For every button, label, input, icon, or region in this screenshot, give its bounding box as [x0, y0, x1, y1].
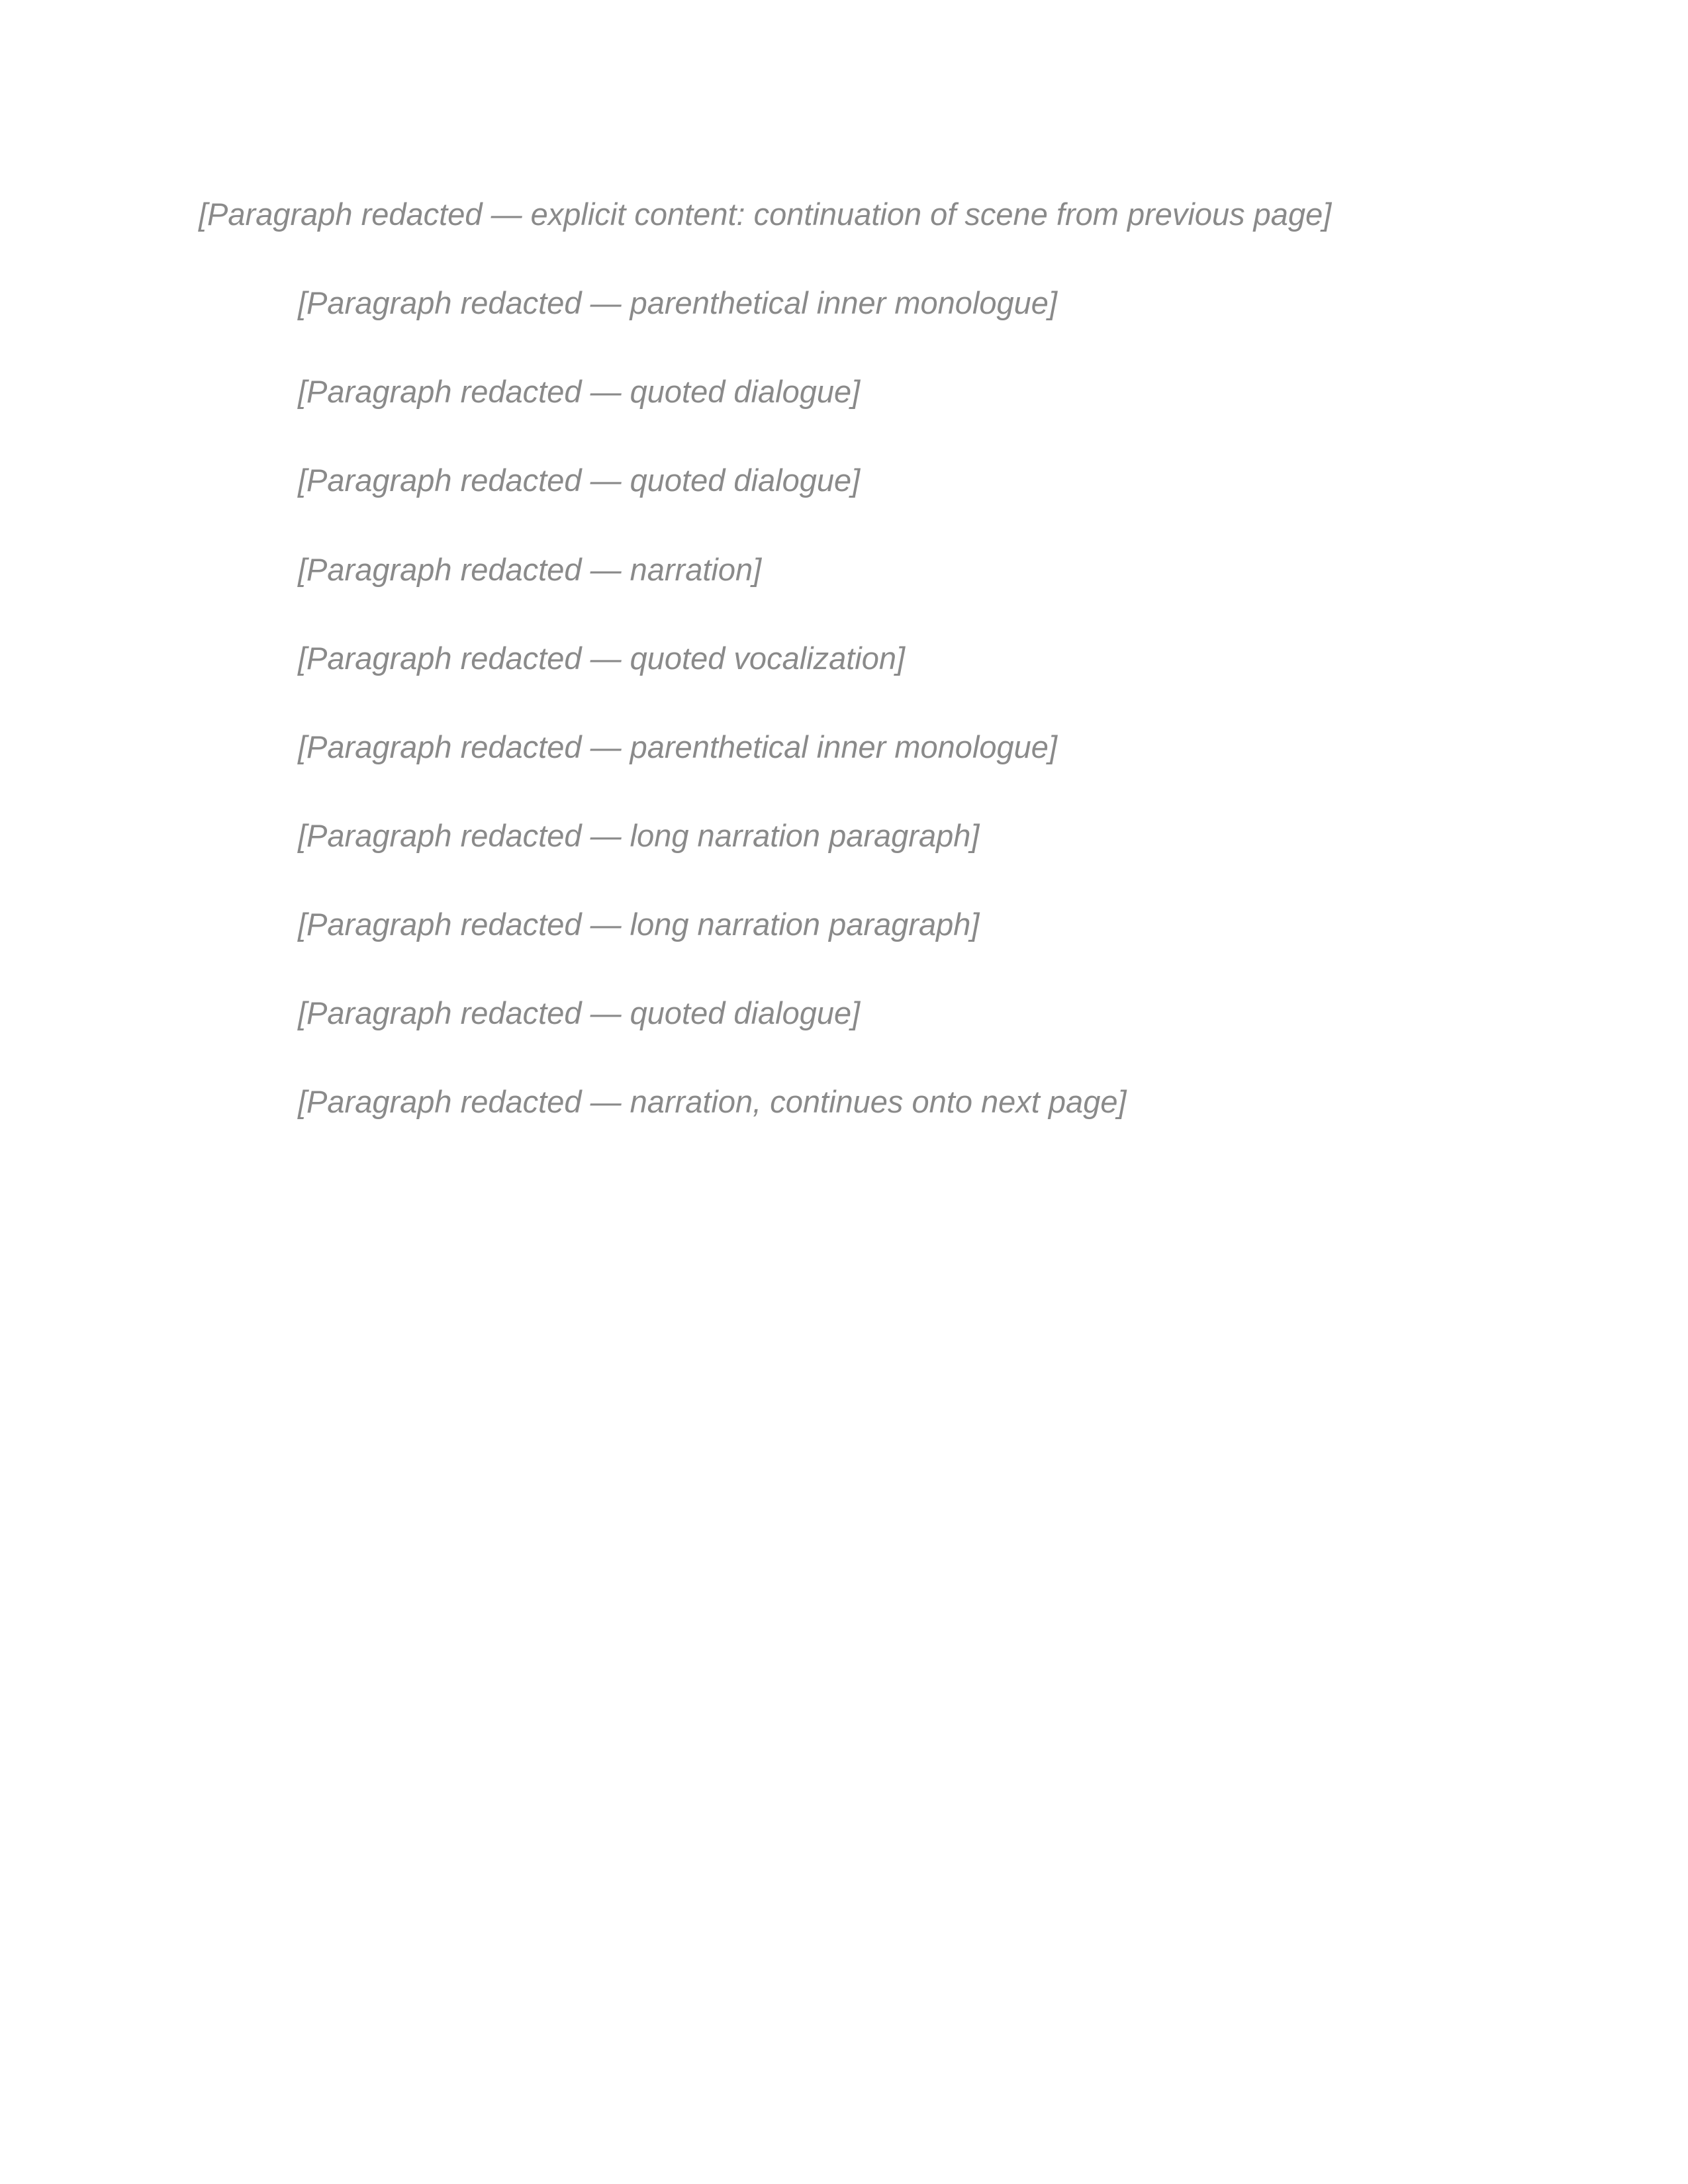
redacted-text: [Paragraph redacted — quoted dialogue] [298, 463, 861, 498]
paragraph [199, 636, 1489, 681]
paragraph [199, 281, 1489, 326]
redacted-text: [Paragraph redacted — narration, continues onto next page] [298, 1084, 1127, 1120]
paragraph [199, 1079, 1489, 1124]
paragraph [199, 813, 1489, 858]
redacted-text: [Paragraph redacted — quoted dialogue] [298, 995, 861, 1031]
paragraph [199, 192, 1489, 237]
redacted-text: [Paragraph redacted — quoted dialogue] [298, 374, 861, 410]
paragraph [199, 369, 1489, 414]
body-text-block [199, 192, 1489, 1169]
redacted-text: [Paragraph redacted — parenthetical inner monologue] [298, 729, 1058, 764]
redacted-text: [Paragraph redacted — long narration paragraph] [298, 907, 980, 942]
redacted-text: [Paragraph redacted — long narration paragraph] [298, 817, 980, 853]
redacted-text: [Paragraph redacted — quoted vocalization] [298, 640, 906, 676]
paragraph [199, 458, 1489, 503]
paragraph [199, 725, 1489, 770]
redacted-text: [Paragraph redacted — explicit content: continuation of scene from previous page] [199, 197, 1332, 232]
paragraph [199, 991, 1489, 1036]
paragraph [199, 902, 1489, 947]
redacted-text: [Paragraph redacted — parenthetical inner monologue] [298, 285, 1058, 321]
redacted-text: [Paragraph redacted — narration] [298, 551, 762, 587]
paragraph [199, 547, 1489, 592]
